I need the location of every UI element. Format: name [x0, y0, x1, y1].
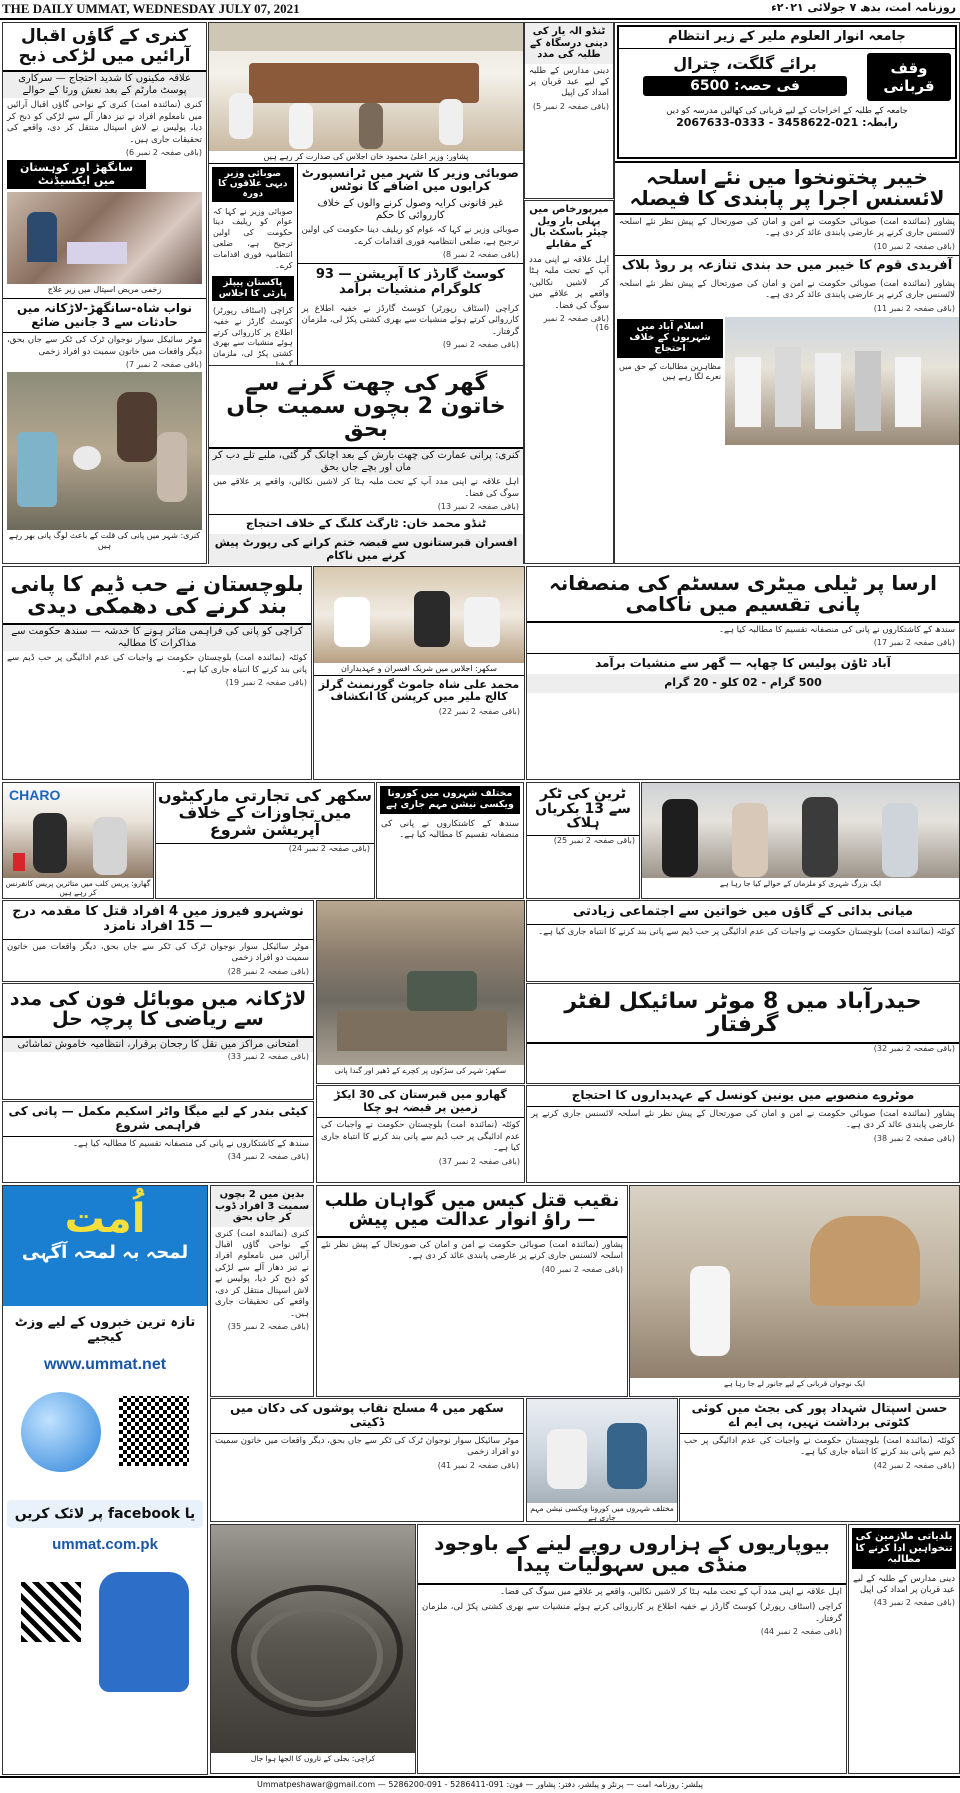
headline-municipal-staff: بلدیاتی ملازمین کی تنخواہیں ادا کرنے کا مطالبہ	[852, 1528, 956, 1569]
right-column	[614, 22, 960, 564]
continued-note: (باقی صفحہ 2 نمبر 17)	[873, 638, 955, 648]
story-basketball: اہل علاقہ نے اپنی مدد آپ کے تحت ملبہ ہٹا کر لاشیں نکالیں، واقعے پر علاقے میں سوگ کی فضا۔	[529, 255, 609, 311]
headline-encroachment: سکھر کی تجارتی مارکیٹوں میں تجاوزات کے خلاف آپریشن شروع	[156, 783, 374, 844]
qurbani-ad	[617, 25, 957, 159]
headline-islamabad: اسلام آباد میں شہریوں کے خلاف احتجاج	[617, 319, 723, 358]
photo-caption-gharo: گھارو: پریس کلب میں متاثرین پریس کانفرنس کر رہے ہیں	[5, 879, 151, 897]
ad-region: برائے گلگت، چترال	[673, 53, 817, 73]
side-headline-2: پاکستان پیپلز پارٹی کا اجلاس	[212, 276, 294, 301]
side-story-1: صوبائی وزیر نے کہا کہ عوام کو ریلیف دینا حکومت کی اولین ترجیح ہے، ضلعی انتظامیہ فوری اقدامات کرے۔	[213, 206, 293, 270]
goats-story	[526, 782, 640, 899]
imprint-footer: پبلشر: روزنامہ امت — پرنٹر و پبلشر، دفتر: پشاور — فون: 091-5286411 - 091-5286200 — Ummatpeshawar@gmail.com	[0, 1776, 960, 1793]
continued-note: (باقی صفحہ 2 نمبر 10)	[873, 241, 955, 251]
continued-note: (باقی صفحہ 2 نمبر 32)	[873, 1044, 955, 1054]
photo-caption-protest: مظاہرین مطالبات کے حق میں نعرے لگا رہے ہیں	[619, 361, 722, 382]
english-dateline: THE DAILY UMMAT, WEDNESDAY JULY 07, 2021	[2, 1, 300, 16]
left-column	[2, 22, 207, 564]
subheadline-transport: غیر قانونی کرایہ وصول کرنے والوں کے خلاف کارروائی کا حکم	[317, 198, 504, 222]
story-arms-licence: پشاور (نمائندہ امت) صوبائی حکومت نے امن و امان کی صورتحال کے پیش نظر نئے اسلحہ لائسنس جاری کرنے پر عارضی پابندی عائد کر دی ہے۔	[619, 217, 955, 239]
continued-note: (باقی صفحہ 2 نمبر 5)	[532, 101, 609, 111]
story-motorway: پشاور (نمائندہ امت) صوبائی حکومت نے امن و امان کی صورتحال کے پیش نظر نئے اسلحہ لائسنس جاری کرنے پر عارضی پابندی عائد کر دی ہے۔	[531, 1108, 955, 1131]
ummat-com-pk-link[interactable]: ummat.com.pk	[52, 1536, 158, 1554]
headline-basketball: میرپورخاص میں پہلی بار ویل چیئر باسکٹ بال کے مقابلے	[529, 204, 609, 250]
headline-roof-collapse: گھر کی چھت گرنے سے خاتون 2 بچوں سمیت جاں بحق	[209, 366, 523, 449]
subheadline-larkana: امتحانی مراکز میں نقل کا رجحان برقرار، انتظامیہ خاموش تماشائی	[3, 1038, 313, 1052]
headline-vaccination: مختلف شہروں میں کورونا ویکسی نیشن مہم جاری ہے	[380, 786, 520, 814]
story-miani: کوئٹہ (نمائندہ امت) بلوچستان حکومت نے واجبات کی عدم ادائیگی پر حب ڈیم سے پانی بند کرنے کا انتباہ جاری کیا ہے۔	[538, 926, 955, 937]
headline-three-accidents: نواب شاہ-سانگھڑ-لاڑکانہ میں حادثات سے 3 جانیں ضائع	[3, 298, 206, 334]
motorway-story	[526, 1085, 960, 1183]
sukkur-robbery-story	[210, 1398, 524, 1522]
meeting-photo	[209, 23, 523, 151]
headline-goats-killed: ٹرین کی ٹکر سے 13 بکریاں ہلاک	[527, 783, 639, 836]
press-conference-photo	[2, 782, 154, 899]
photo-caption-hospital: زخمی مریض اسپتال میں زیر علاج	[47, 285, 162, 295]
urdu-dateline: روزنامہ امت، بدھ ۷ جولائی ۲۰۲۱ء	[771, 1, 956, 14]
miani-story	[526, 900, 960, 982]
masthead	[0, 0, 960, 20]
continued-note: (باقی صفحہ 2 نمبر 42)	[873, 1460, 955, 1470]
elderly-handover-photo	[641, 782, 960, 899]
headline-motorway-protest: موٹروے منصوبے میں یونین کونسل کے عہدیداروں کا احتجاج	[527, 1086, 959, 1107]
thumbs-up-area	[11, 1562, 199, 1712]
headline-transport-fares: صوبائی وزیر کا شہر میں ٹرانسپورٹ کرایوں میں اضافے کا نوٹس	[301, 165, 519, 194]
headline-afridi-protest: آفریدی قوم کا خیبر میں حد بندی تنازعہ پر روڈ بلاک	[615, 255, 959, 277]
story-cattle-market-2: کراچی (اسٹاف رپورٹر) کوسٹ گارڈز نے خفیہ اطلاع پر کارروائی کرتے ہوئے منشیات سے بھری کشتی پکڑ لی، ملزمان گرفتار۔	[422, 1602, 842, 1624]
photo-caption-wires: کراچی: بجلی کے تاروں کا الجھا ہوا جال	[250, 1754, 376, 1763]
vaccination-photo	[526, 1398, 678, 1522]
sukkur-encroachment-story	[155, 782, 375, 899]
headline-kunri-murder: کنری کے گاؤں اقبال آرائیں میں لڑکی ذبح	[3, 23, 206, 72]
hassan-hospital-story	[679, 1398, 960, 1522]
qr-code-icon	[119, 1396, 189, 1466]
box-headline-accident: سانگھڑ اور کوہستان میں ایکسیڈنٹ	[7, 160, 146, 189]
photo-caption-water: کنری: شہر میں پانی کی قلت کے باعث لوگ پانی بھر رہے ہیں	[8, 531, 201, 550]
headline-hub-dam: بلوچستان نے حب ڈیم کا پانی بند کرنے کی دھمکی دیدی	[3, 567, 311, 625]
ad-wafq-badge: وقف قربانی	[867, 53, 951, 101]
continued-note: (باقی صفحہ 2 نمبر 40)	[541, 1264, 623, 1274]
photo-caption-elderly: ایک بزرگ شہری کو ملزمان کے حوالے کیا جا رہا ہے	[719, 879, 882, 888]
side-headline-1: صوبائی وزیر دیہی علاقوں کا دورہ	[212, 167, 294, 202]
qr-code-icon-2	[21, 1582, 81, 1642]
continued-note: (باقی صفحہ 2 نمبر 8)	[442, 250, 519, 260]
continued-note: (باقی صفحہ 2 نمبر 9)	[442, 340, 519, 350]
photo-caption-garbage: سکھر: شہر کی سڑکوں پر کچرے کے ڈھیر اور گندا پانی	[334, 1066, 507, 1075]
ummat-tagline: لمحہ بہ لمحہ آگہی	[21, 1242, 189, 1263]
facebook-like-text[interactable]: یا facebook پر لائک کریں	[7, 1500, 203, 1528]
story-hub-dam: کوئٹہ (نمائندہ امت) بلوچستان حکومت نے واجبات کی عدم ادائیگی پر حب ڈیم سے پانی بند کرنے کا انتباہ جاری کیا ہے۔	[7, 653, 307, 675]
naqeeb-case-story	[316, 1185, 628, 1397]
headline-sukkur-robbery: سکھر میں 4 مسلح نقاب پوشوں کی دکان میں ڈکیتی	[211, 1399, 523, 1434]
continued-note: (باقی صفحہ 2 نمبر 33)	[227, 1051, 309, 1061]
motorcycle-story	[526, 983, 960, 1084]
continued-note: (باقی صفحہ 2 نمبر 43)	[873, 1598, 955, 1608]
headline-badin: بدین میں 2 بچوں سمیت 3 افراد ڈوب کر جاں بحق	[211, 1186, 313, 1227]
headline-keti-bandar: کیٹی بندر کے لیے میگا واٹر اسکیم مکمل — پانی کی فراہمی شروع	[3, 1102, 313, 1137]
hospital-photo	[7, 192, 202, 284]
story-accidents: موٹر سائیکل سوار نوجوان ٹرک کی ٹکر سے جاں بحق، دیگر واقعات میں خاتون سمیت دو افراد زخمی	[7, 335, 202, 357]
basketball-story	[524, 200, 614, 564]
headline-seminary: ٹنڈو الہ یار کی دینی درسگاہ کے طلبہ کی مدد	[525, 23, 613, 64]
story-coast-guards: کراچی (اسٹاف رپورٹر) کوسٹ گارڈز نے خفیہ اطلاع پر کارروائی کرتے ہوئے منشیات سے بھری کشتی پکڑ لی، ملزمان گرفتار۔	[301, 304, 519, 337]
headline-cattle-market: بیوپاریوں کے ہزاروں روپے لینے کے باوجود منڈی میں سہولیات پیدا	[418, 1525, 846, 1585]
garbage-photo	[316, 900, 525, 1084]
vaccination-story	[376, 782, 524, 899]
continued-note: (باقی صفحہ 2 نمبر 19)	[225, 678, 307, 688]
story-naushahro: موٹر سائیکل سوار نوجوان ٹرک کی ٹکر سے جاں بحق، دیگر واقعات میں خاتون سمیت دو افراد زخمی	[7, 941, 309, 964]
photo-caption-camel: ایک نوجوان قربانی کے لیے جانور لے جا رہا ہے	[724, 1379, 865, 1388]
hub-dam-story	[2, 566, 312, 780]
drug-quantities: 500 گرام - 02 کلو - 20 گرام	[527, 674, 959, 693]
story-roof: اہل علاقہ نے اپنی مدد آپ کے تحت ملبہ ہٹا کر لاشیں نکالیں، واقعے پر علاقے میں سوگ کی فضا۔	[213, 477, 519, 499]
meeting-photo-2	[314, 567, 524, 663]
cattle-market-story	[417, 1524, 847, 1774]
continued-note: (باقی صفحہ 2 نمبر 34)	[227, 1152, 309, 1162]
headline-irsa: ارسا پر ٹیلی میٹری سسٹم کی منصفانہ پانی تقسیم میں ناکامی	[527, 567, 959, 623]
continued-note: (باقی صفحہ 2 نمبر 22)	[438, 706, 520, 716]
naushahro-story	[2, 900, 314, 982]
ad-note: جامعہ کے طلبہ کے اخراجات کے لیے قربانی کی کھالیں مدرسہ کو دیں	[666, 105, 908, 116]
ad-price: فی حصہ: 6500	[643, 76, 847, 96]
meeting-photos-block	[313, 566, 525, 780]
globe-icon	[21, 1392, 101, 1472]
larkana-exam-story	[2, 983, 314, 1100]
photo-caption-sukkur-meeting: سکھر: اجلاس میں شریک افسران و عہدیداران	[340, 664, 497, 673]
headline-tando-protest: ٹنڈو محمد خان: ٹارگٹ کلنگ کے خلاف احتجاج	[209, 514, 523, 534]
story-keti-bandar: سندھ کے کاشتکاروں نے پانی کی منصفانہ تقسیم کا مطالبہ کیا ہے۔	[73, 1138, 309, 1149]
gharo-graveyard-story	[316, 1085, 525, 1183]
story-naqeeb: پشاور (نمائندہ امت) صوبائی حکومت نے امن و امان کی صورتحال کے پیش نظر نئے اسلحہ لائسنس جاری کرنے پر عارضی پابندی عائد کر دی ہے۔	[321, 1239, 623, 1262]
story-vaccination: سندھ کے کاشتکاروں نے پانی کی منصفانہ تقسیم کا مطالبہ کیا ہے۔	[381, 818, 519, 841]
side-story-2: کراچی (اسٹاف رپورٹر) کوسٹ گارڈز نے خفیہ اطلاع پر کارروائی کرتے ہوئے منشیات سے بھری کشتی پکڑ لی، ملزمان	[213, 306, 293, 359]
third-column	[524, 22, 614, 199]
continued-note: (باقی صفحہ 2 نمبر 28)	[227, 966, 309, 976]
badin-story	[210, 1185, 314, 1397]
continued-note: (باقی صفحہ 2 نمبر 25)	[553, 836, 635, 846]
continued-note: (باقی صفحہ 2 نمبر 7)	[125, 360, 202, 370]
headline-naqeeb-case: نقیب قتل کیس میں گواہان طلب — راؤ انوار عدالت میں پیش	[317, 1186, 627, 1238]
ummat-net-link[interactable]: www.ummat.net	[43, 1355, 167, 1373]
continued-note: (باقی صفحہ 2 نمبر 13)	[437, 502, 519, 512]
continued-note: (باقی صفحہ 2 نمبر 41)	[437, 1460, 519, 1470]
photo-caption-vaccination: مختلف شہروں میں کورونا ویکسی نیشن مہم جاری ہے	[530, 1504, 674, 1522]
wires-photo	[210, 1524, 416, 1774]
camel-photo	[629, 1185, 960, 1397]
headline-college-corruption: محمد علی شاہ جاموٹ گورنمنٹ گرلز کالج ملیر میں کرپشن کا انکشاف	[314, 675, 524, 707]
continued-note: (باقی صفحہ 2 نمبر 24)	[288, 844, 370, 854]
ummat-ad	[2, 1185, 208, 1775]
story-kunri: کنری (نمائندہ امت) کنری کے نواحی گاؤں اقبال آرائیں میں نامعلوم افراد نے تیز دھار آلے سے لڑکی کو ذبح کر دیا، پولیس نے لاش اسپتال منتقل کر دی، واقعے کی تحقیقات جاری ہیں۔	[7, 100, 202, 145]
continued-note: (باقی صفحہ 2 نمبر 44)	[760, 1627, 842, 1637]
headline-graveyards: افسران قبرستانوں سے قبضہ ختم کرانے کی رپورٹ پیش کرنے میں ناکام	[209, 534, 523, 565]
continued-note: (باقی صفحہ 2 نمبر 38)	[873, 1133, 955, 1143]
subheadline-kunri: علاقہ مکینوں کا شدید احتجاج — سرکاری پوسٹ مارٹم کے بعد نعش ورثا کے حوالے	[3, 72, 206, 98]
continued-note: (باقی صفحہ 2 نمبر 35)	[227, 1322, 309, 1332]
story-graveyard-land: کوئٹہ (نمائندہ امت) بلوچستان حکومت نے واجبات کی عدم ادائیگی پر حب ڈیم سے پانی بند کرنے کا انتباہ جاری کیا ہے۔	[321, 1120, 520, 1154]
story-sukkur-robbery: موٹر سائیکل سوار نوجوان ٹرک کی ٹکر سے جاں بحق، دیگر واقعات میں خاتون سمیت دو افراد زخمی	[215, 1435, 519, 1458]
roof-collapse-story	[208, 365, 524, 564]
subheadline-roof: کنری: پرانی عمارت کی چھت بارش کے بعد اچانک گر گئی، ملبے تلے دب کر ماں اور بچے جاں بحق	[209, 449, 523, 475]
headline-larkana-exam: لاڑکانہ میں موبائل فون کی مدد سے ریاضی کا پرچہ حل	[3, 984, 313, 1038]
thumbs-up-icon	[99, 1572, 189, 1692]
story-cattle-market: اہل علاقہ نے اپنی مدد آپ کے تحت ملبہ ہٹا کر لاشیں نکالیں، واقعے پر علاقے میں سوگ کی فضا۔	[500, 1587, 842, 1597]
headline-naushahro: نوشہرو فیروز میں 4 افراد قتل کا مقدمہ درج — 15 افراد نامزد	[3, 901, 313, 940]
headline-miani: میانی بدائی کے گاؤں میں خواتین سے اجتماعی زیادتی	[527, 901, 959, 925]
ad-visit-text: تازہ ترین خبروں کے لیے وزٹ کیجیے	[14, 1315, 196, 1345]
ummat-logo: اُمت	[64, 1196, 146, 1242]
story-seminary: دینی مدارس کے طلبہ کے لیے عید قربان پر امداد کی اپیل	[529, 65, 609, 99]
subheadline-hub-dam: کراچی کو پانی کی فراہمی متاثر ہونے کا خدشہ — سندھ حکومت سے مذاکرات کا مطالبہ	[3, 625, 311, 651]
headline-graveyard-land: گھارو میں قبرستان کی 30 ایکڑ زمین پر قبضہ ہو چکا	[317, 1086, 524, 1118]
headline-hassan-hospital: حسن اسپتال شہداد پور کی بجٹ میں کوئی کٹوتی برداشت نہیں، پی ایم اے	[680, 1399, 959, 1434]
headline-drug-raid: آباد ٹاؤن پولیس کا چھاپہ — گھر سے منشیات برآمد	[527, 653, 959, 674]
headline-arms-licence: خیبر پختونخوا میں نئے اسلحہ لائسنس اجرا پر پابندی کا فیصلہ	[615, 161, 959, 215]
irsa-story	[526, 566, 960, 780]
charo-logo-text: CHARO	[9, 787, 61, 803]
continued-note: (باقی صفحہ 2 نمبر 16)	[543, 314, 609, 333]
continued-note: (باقی صفحہ 2 نمبر 37)	[438, 1156, 520, 1166]
ad-title: جامعہ انوار العلوم ملیر کے زیر انتظام	[619, 27, 955, 49]
water-photo	[7, 372, 202, 530]
headline-motorcycle-lifters: حیدرآباد میں 8 موٹر سائیکل لفٹر گرفتار	[527, 984, 959, 1044]
story-hassan-hospital: کوئٹہ (نمائندہ امت) بلوچستان حکومت نے واجبات کی عدم ادائیگی پر حب ڈیم سے پانی بند کرنے کا انتباہ جاری کیا ہے۔	[684, 1435, 955, 1458]
story-afridi: پشاور (نمائندہ امت) صوبائی حکومت نے امن و امان کی صورتحال کے پیش نظر نئے اسلحہ لائسنس جاری کرنے پر عارضی پابندی عائد کر دی ہے۔	[619, 278, 955, 301]
protest-photo	[725, 317, 959, 445]
headline-coast-guards: کوسٹ گارڈز کا آپریشن — 93 کلوگرام منشیات برآمد	[298, 263, 523, 302]
story-badin: کنری (نمائندہ امت) کنری کے نواحی گاؤں اقبال آرائیں میں نامعلوم افراد نے تیز دھار آلے سے لڑکی کو ذبح کر دیا، پولیس نے لاش اسپتال منتقل کر دی، واقعے کی تحقیقات جاری ہیں۔	[215, 1228, 309, 1319]
ad-contact: رابطہ: 021-3458622 - 0333-2067633	[676, 116, 898, 130]
municipal-staff-story	[848, 1524, 960, 1774]
photo-caption-meeting: پشاور: وزیر اعلیٰ محمود خان اجلاس کی صدارت کر رہے ہیں	[209, 151, 523, 164]
story-irsa: سندھ کے کاشتکاروں نے پانی کی منصفانہ تقسیم کا مطالبہ کیا ہے۔	[719, 625, 955, 635]
story-transport: صوبائی وزیر نے کہا کہ عوام کو ریلیف دینا حکومت کی اولین ترجیح ہے، ضلعی انتظامیہ فوری اقدامات کرے۔	[301, 225, 519, 247]
story-municipal-staff: دینی مدارس کے طلبہ کے لیے عید قربان پر امداد کی اپیل	[853, 1573, 955, 1595]
keti-bandar-story	[2, 1101, 314, 1183]
continued-note: (باقی صفحہ 2 نمبر 11)	[873, 303, 955, 313]
globe-qr-area	[11, 1382, 199, 1492]
continued-note: (باقی صفحہ 2 نمبر 6)	[125, 147, 202, 157]
